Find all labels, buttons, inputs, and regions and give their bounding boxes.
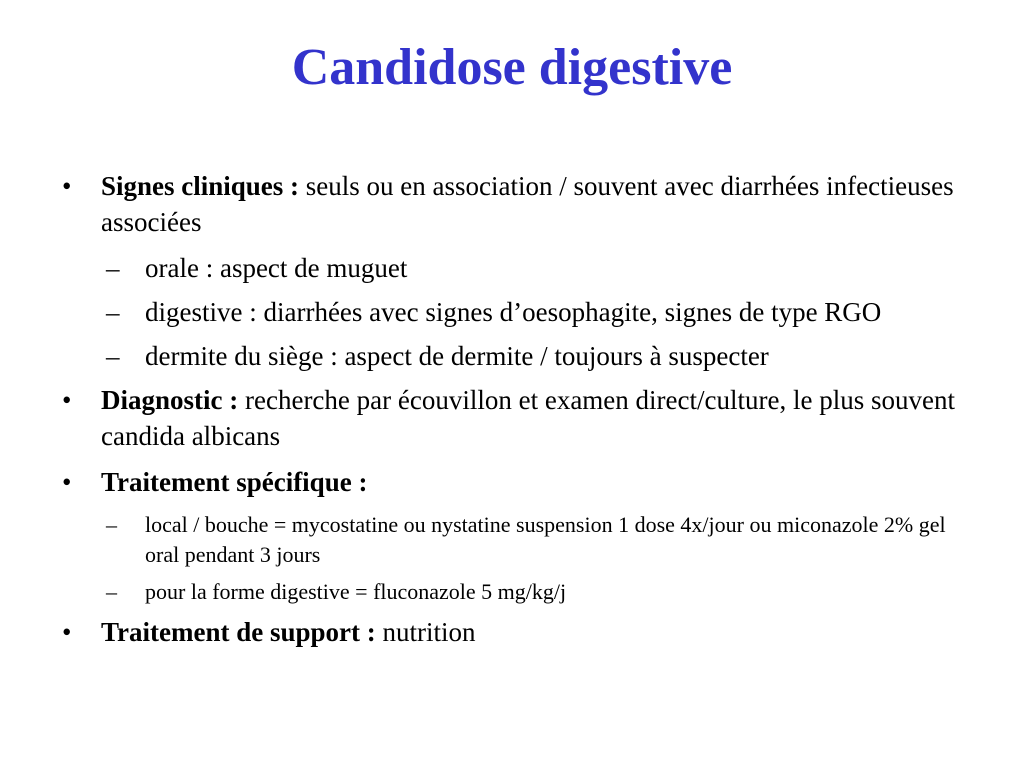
bullet-item-traitement-specifique <box>62 464 982 500</box>
subitem-text: pour la forme digestive = fluconazole 5 mg/kg/j <box>145 579 567 604</box>
bullet-dot-icon: • <box>62 385 72 415</box>
bullet-dot-icon: • <box>62 617 72 647</box>
bullet-dot-icon: • <box>62 467 72 497</box>
en-dash-icon: – <box>106 253 120 283</box>
subitem <box>106 510 982 570</box>
subitem <box>106 577 982 607</box>
bullet-dot-icon: • <box>62 171 72 201</box>
bullet-item-signes-cliniques <box>62 168 982 240</box>
subitem-text: orale : aspect de muguet <box>145 253 408 283</box>
bullet-text: seuls ou en association / souvent avec diarrhées infectieuses associées <box>101 171 954 237</box>
subitem <box>106 250 982 286</box>
subitem-text: local / bouche = mycostatine ou nystatine suspension 1 dose 4x/jour ou miconazole 2% gel oral pendant 3 jours <box>145 512 946 567</box>
slide-content <box>62 168 982 660</box>
bullet-text: recherche par écouvillon et examen direct/culture, le plus souvent candida albicans <box>101 385 955 451</box>
en-dash-icon: – <box>106 297 120 327</box>
bullet-text: nutrition <box>375 617 476 647</box>
subitem <box>106 294 982 330</box>
subitem-text: dermite du siège : aspect de dermite / toujours à suspecter <box>145 341 769 371</box>
bullet-item-diagnostic <box>62 382 982 454</box>
bullet-label: Signes cliniques : <box>101 171 300 201</box>
subitem-list <box>62 250 982 374</box>
bullet-label: Traitement spécifique : <box>101 467 368 497</box>
bullet-label: Traitement de support : <box>101 617 376 647</box>
en-dash-icon: – <box>106 579 117 604</box>
slide-title: Candidose digestive <box>291 39 733 96</box>
bullet-label: Diagnostic : <box>101 385 239 415</box>
bullet-item-traitement-de-support <box>62 614 982 650</box>
en-dash-icon: – <box>106 512 117 537</box>
subitem <box>106 338 982 374</box>
subitem-list <box>62 510 982 607</box>
subitem-text: digestive : diarrhées avec signes d’oesophagite, signes de type RGO <box>145 297 882 327</box>
en-dash-icon: – <box>106 341 120 371</box>
